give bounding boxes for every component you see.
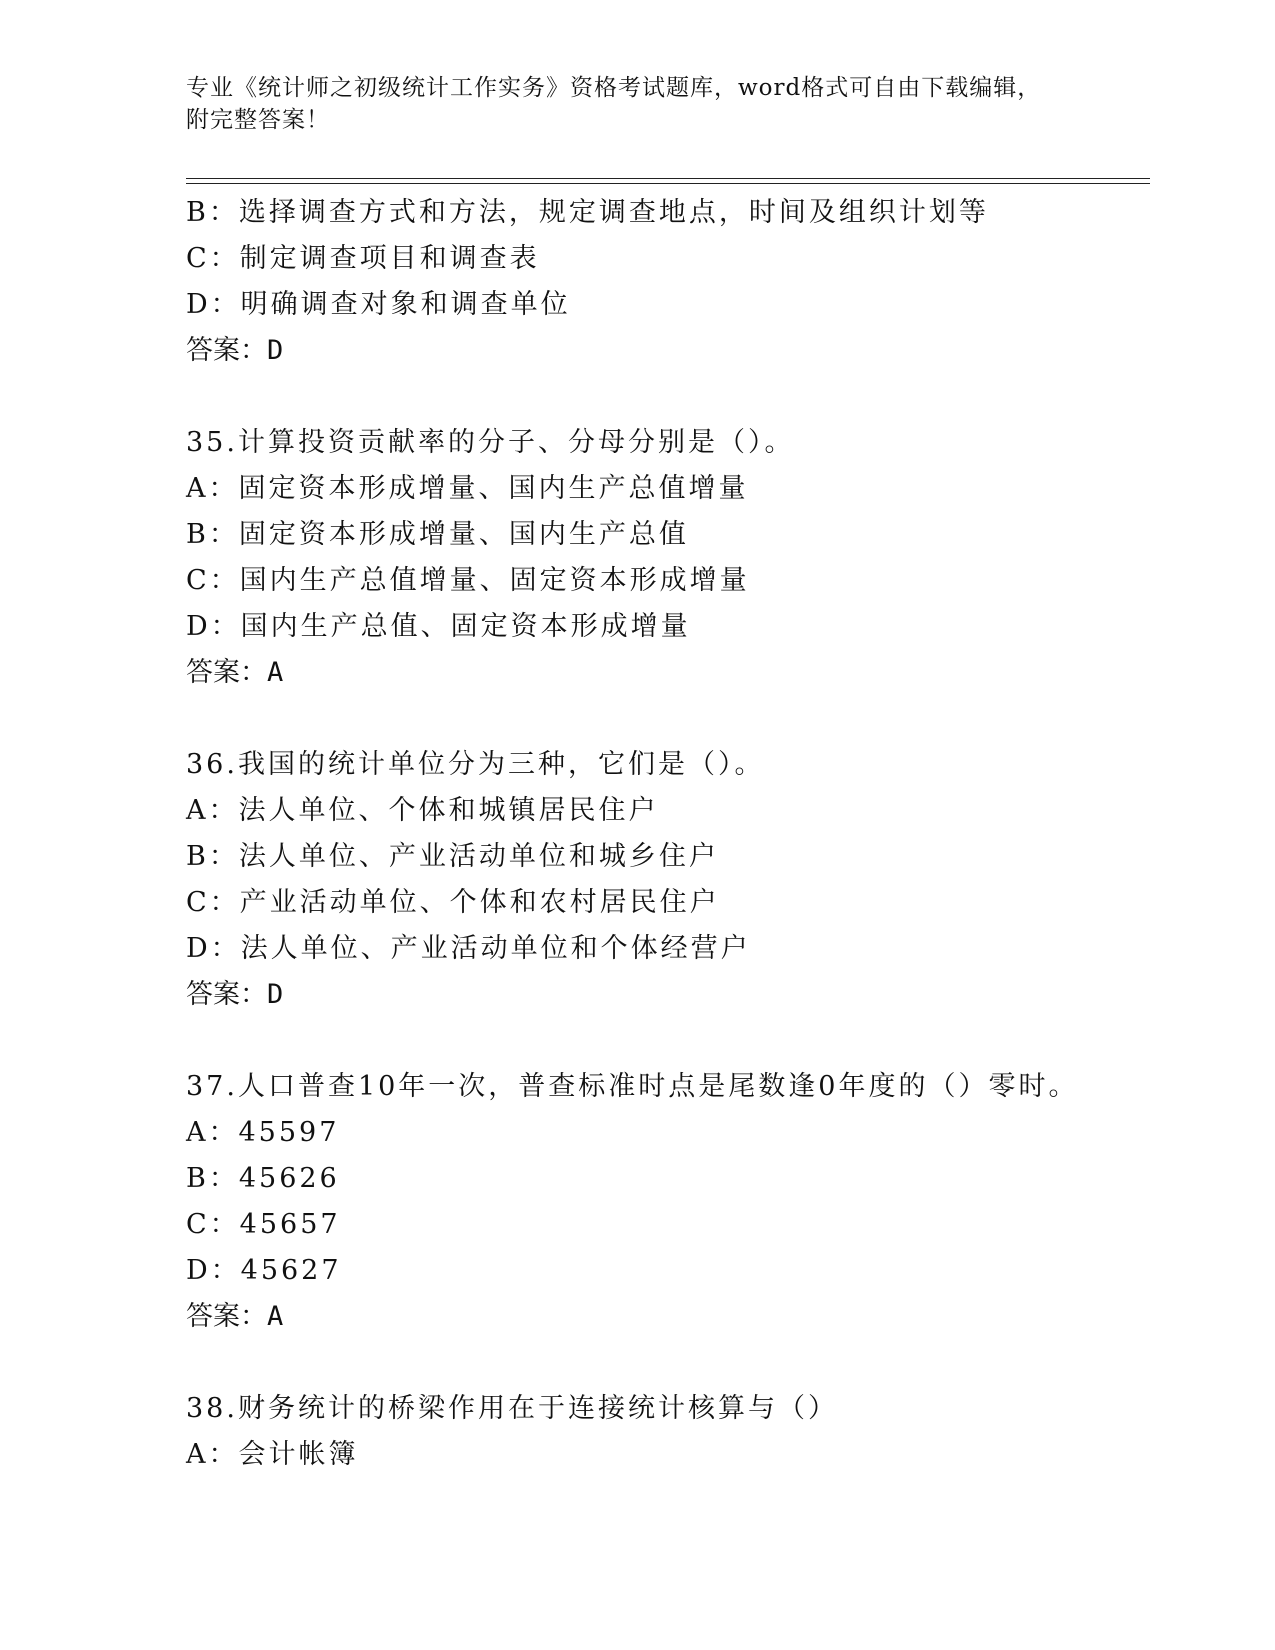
option-b: B：45626 (186, 1163, 340, 1194)
answer: 答案：D (186, 335, 284, 366)
option-c: C：45657 (186, 1209, 341, 1240)
option-d: D：法人单位、产业活动单位和个体经营户 (186, 933, 751, 964)
option-c: C：国内生产总值增量、固定资本形成增量 (186, 565, 750, 596)
document-header (186, 72, 1066, 136)
option-a: A：固定资本形成增量、国内生产总值增量 (186, 473, 749, 504)
question-list (186, 190, 1150, 1478)
question-stem: 35.计算投资贡献率的分子、分母分别是（）。 (186, 427, 795, 458)
question-35 (186, 420, 1150, 696)
question-37 (186, 1064, 1150, 1340)
option-d: D：明确调查对象和调查单位 (186, 289, 571, 320)
option-d: D：45627 (186, 1255, 342, 1286)
option-a: A：45597 (186, 1117, 340, 1148)
option-b: B：法人单位、产业活动单位和城乡住户 (186, 841, 719, 872)
question-38 (186, 1386, 1150, 1478)
question-36 (186, 742, 1150, 1018)
answer: 答案：A (186, 1301, 284, 1332)
question-stem: 38.财务统计的桥梁作用在于连接统计核算与（） (186, 1393, 838, 1424)
question-34-continuation (186, 190, 1150, 374)
option-a: A：会计帐簿 (186, 1439, 359, 1470)
header-line-2: 附完整答案！ (186, 107, 330, 133)
header-divider-top (186, 178, 1150, 179)
option-b: B：固定资本形成增量、国内生产总值 (186, 519, 689, 550)
option-c: C：产业活动单位、个体和农村居民住户 (186, 887, 720, 918)
question-stem: 36.我国的统计单位分为三种，它们是（）。 (186, 749, 765, 780)
answer: 答案：D (186, 979, 284, 1010)
option-b: B：选择调查方式和方法，规定调查地点，时间及组织计划等 (186, 197, 989, 228)
option-d: D：国内生产总值、固定资本形成增量 (186, 611, 691, 642)
option-c: C：制定调查项目和调查表 (186, 243, 540, 274)
header-line-1: 专业《统计师之初级统计工作实务》资格考试题库，word格式可自由下载编辑， (186, 75, 1042, 101)
question-stem: 37.人口普查10年一次，普查标准时点是尾数逢0年度的（）零时。 (186, 1071, 1079, 1102)
answer: 答案：A (186, 657, 284, 688)
option-a: A：法人单位、个体和城镇居民住户 (186, 795, 659, 826)
header-divider-bottom (186, 183, 1150, 184)
